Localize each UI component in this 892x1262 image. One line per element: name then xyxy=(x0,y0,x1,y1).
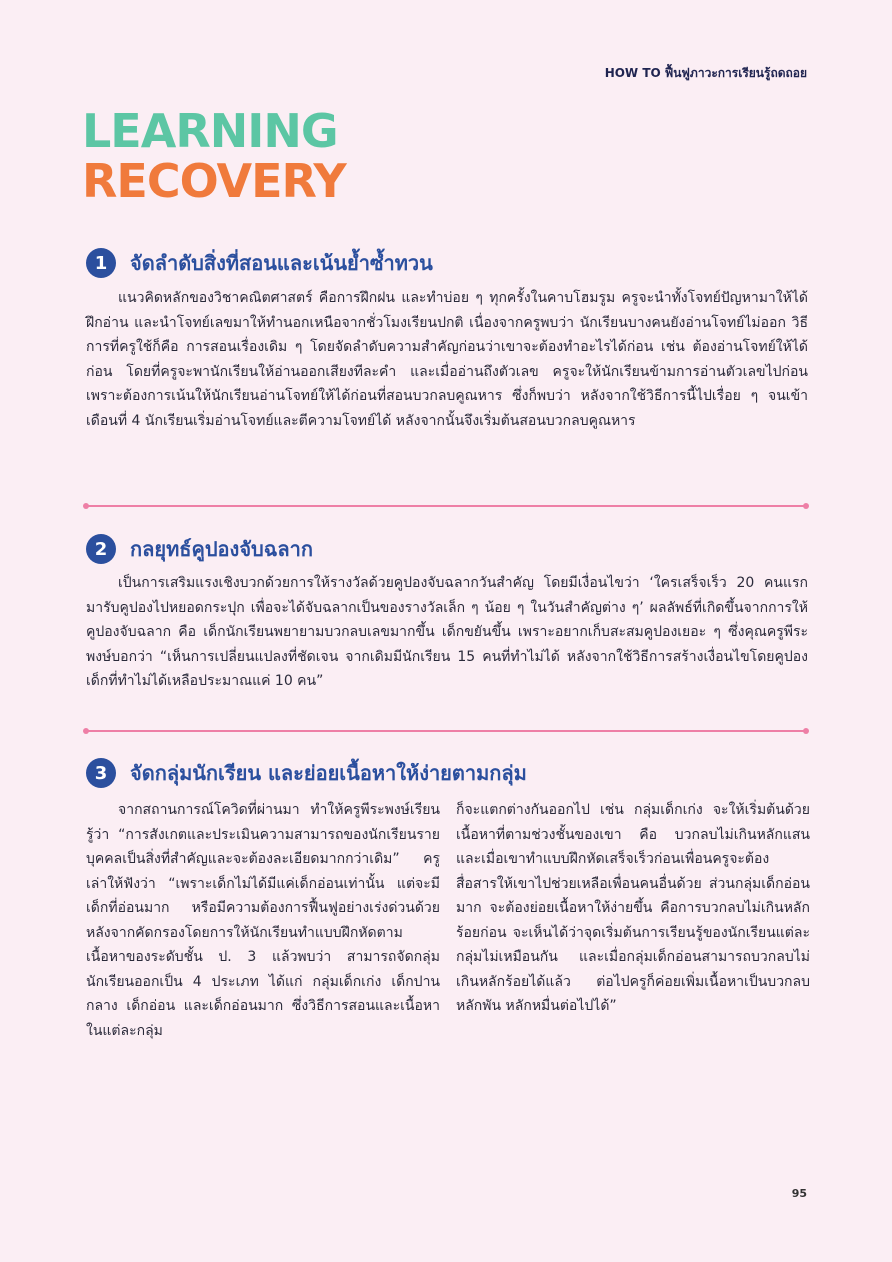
running-header xyxy=(605,64,807,83)
title-line-2: RECOVERY xyxy=(82,154,346,208)
section-3-body-right-column: ก็จะแตกต่างกันออกไป เช่น กลุ่มเด็กเก่ง จะให้เริ่มต้นด้วยเนื้อหาที่ตามช่วงชั้นของเขา คือ บวกลบไม่เกินหลักแสน และเมื่อเขาทำแบบฝึกหัดเสร็จเร็วก่อนเพื่อนครูจะต้องสื่อสารให้เขาไปช่วยเหลือเพื่อนคนอื่นด้วย ส่วนกลุ่มเด็กอ่อนมาก จะต้องย่อยเนื้อหาให้ง่ายขึ้น คือการบวกลบไม่เกินหลักร้อยก่อน จะเห็นได้ว่าจุดเริ่มต้นการเรียนรู้ของนักเรียนแต่ละกลุ่มไม่เหมือนกัน และเมื่อกลุ่มเด็กอ่อนสามารถบวกลบไม่เกินหลักร้อยได้แล้ว ต่อไปครูก็ค่อยเพิ่มเนื้อหาเป็นบวกลบหลักพัน หลักหมื่นต่อไปได้” xyxy=(456,802,810,1014)
section-title: จัดลำดับสิ่งที่สอนและเน้นย้ำซ้ำทวน xyxy=(130,251,433,275)
section-3-body-left-column: จากสถานการณ์โควิดที่ผ่านมา ทำให้ครูพีระพงษ์เรียนรู้ว่า “การสังเกตและประเมินความสามารถของนักเรียนรายบุคคลเป็นสิ่งที่สำคัญและจะต้องละเอียดมากกว่าเดิม” ครูเล่าให้ฟังว่า “เพราะเด็กไม่ได้มีแค่เด็กอ่อนเท่านั้น แต่จะมีเด็กที่อ่อนมาก หรือมีความต้องการฟื้นฟูอย่างเร่งด่วนด้วย หลังจากคัดกรองโดยการให้นักเรียนทำแบบฝึกหัดตามเนื้อหาของระดับชั้น ป. 3 แล้วพบว่า สามารถจัดกลุ่มนักเรียนออกเป็น 4 ประเภท ได้แก่ กลุ่มเด็กเก่ง เด็กปานกลาง เด็กอ่อน และเด็กอ่อนมาก ซึ่งวิธีการสอนและเนื้อหาในแต่ละกลุ่ม xyxy=(86,802,440,1039)
title-line-1: LEARNING xyxy=(82,104,338,158)
section-title: จัดกลุ่มนักเรียน และย่อยเนื้อหาให้ง่ายตามกลุ่ม xyxy=(130,761,527,785)
section-1-heading xyxy=(86,247,433,279)
header-prefix: HOW TO xyxy=(604,66,661,80)
header-subtitle: ฟื้นฟูภาวะการเรียนรู้ถดถอย xyxy=(664,66,807,80)
section-number-badge: 2 xyxy=(86,534,116,564)
section-number-badge: 1 xyxy=(86,248,116,278)
page-number: 95 xyxy=(791,1187,807,1200)
section-2-body: เป็นการเสริมแรงเชิงบวกด้วยการให้รางวัลด้วยคูปองจับฉลากวันสำคัญ โดยมีเงื่อนไขว่า ‘ใครเสร็จเร็ว 20 คนแรก มารับคูปองไปหยอดกระปุก เพื่อจะได้จับฉลากเป็นของรางวัลเล็ก ๆ น้อย ๆ ในวันสำคัญต่าง ๆ’ ผลลัพธ์ที่เกิดขึ้นจากการให้คูปองจับฉลาก คือ เด็กนักเรียนพยายามบวกลบเลขมากขึ้น เด็กขยันขึ้น เพราะอยากเก็บสะสมคูปองเยอะ ๆ ซึ่งคุณครูพีระพงษ์บอกว่า “เห็นการเปลี่ยนแปลงที่ชัดเจน จากเดิมมีนักเรียน 15 คนที่ทำไม่ได้ หลังจากใช้วิธีการสร้างเงื่อนไขโดยคูปอง เด็กที่ทำไม่ได้เหลือประมาณแค่ 10 คน” xyxy=(86,575,808,689)
section-number-badge: 3 xyxy=(86,758,116,788)
section-1-body: แนวคิดหลักของวิชาคณิตศาสตร์ คือการฝึกฝน และทำบ่อย ๆ ทุกครั้งในคาบโฮมรูม ครูจะนำทั้งโจทย์ปัญหามาให้ได้ฝึกอ่าน และนำโจทย์เลขมาให้ทำนอกเหนือจากชั่วโมงเรียนปกติ เนื่องจากครูพบว่า นักเรียนบางคนยังอ่านโจทย์ไม่ออก วิธีการที่ครูใช้ก็คือ การสอนเรื่องเดิม ๆ โดยจัดลำดับความสำคัญก่อนว่าเขาจะต้องทำอะไรได้ก่อน เช่น ต้องอ่านโจทย์ให้ได้ก่อน โดยที่ครูจะพานักเรียนให้อ่านออกเสียงทีละคำ และเมื่ออ่านถึงตัวเลข ครูจะให้นักเรียนข้ามการอ่านตัวเลขไปก่อน เพราะต้องการเน้นให้นักเรียนอ่านโจทย์ให้ได้ก่อนที่สอนบวกลบคูณหาร ซึ่งก็พบว่า หลังจากใช้วิธีการนี้ไปเรื่อย ๆ จนเข้าเดือนที่ 4 นักเรียนเริ่มอ่านโจทย์และตีความโจทย์ได้ หลังจากนั้นจึงเริ่มต้นสอนบวกลบคูณหาร xyxy=(86,290,808,429)
section-divider xyxy=(86,505,806,507)
section-3-heading xyxy=(86,757,527,789)
section-divider xyxy=(86,730,806,732)
section-2-heading xyxy=(86,533,313,565)
section-title: กลยุทธ์คูปองจับฉลาก xyxy=(130,537,313,561)
